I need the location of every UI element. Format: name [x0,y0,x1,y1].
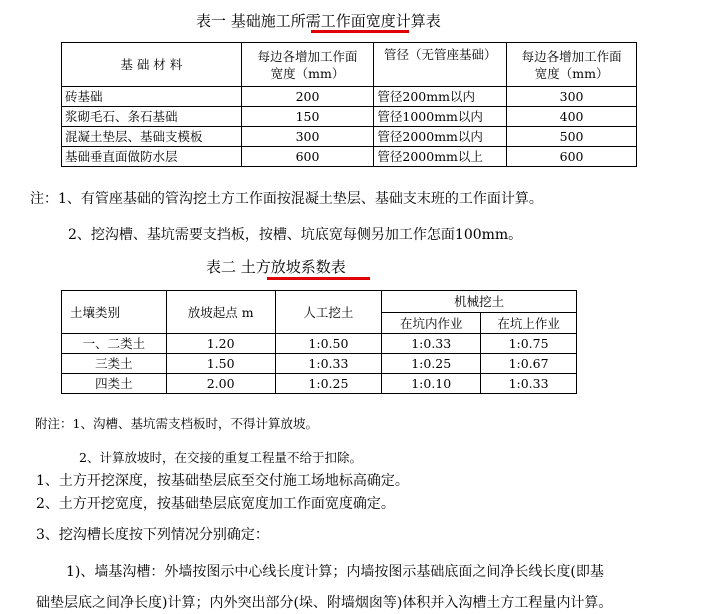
table-row [62,107,637,127]
table-row [62,334,577,354]
table-cell: 300 [507,87,637,107]
table-cell: 浆砌毛石、条石基础 [62,107,242,127]
paragraph: 1)、墙基沟槽：外墙按图示中心线长度计算；内墙按图示基础底面之间净长线长度(即基 [66,564,604,580]
table-header-cell: 在坑内作业 [382,313,481,334]
note1-line2: 2、挖沟槽、基坑需要支挡板，按槽、坑底宽每侧另加工作怎面100mm。 [68,227,523,243]
table-cell: 1:0.75 [481,334,577,354]
paragraph: 2、土方开挖宽度，按基础垫层底宽度加工作面宽度确定。 [36,496,395,512]
table-cell: 管径2000mm以上 [374,147,507,167]
header-line: 宽度（mm） [270,65,345,81]
table-cell: 管径1000mm以内 [374,107,507,127]
table-cell: 混凝土垫层、基础支模板 [62,127,242,147]
table-header-cell: 机械挖土 [382,291,577,313]
table1-title: 表一 基础施工所需工作面宽度计算表 [196,12,441,30]
table-cell: 1.20 [166,334,275,354]
header-line: 每边各增加工作面 [257,48,358,64]
table-row [62,127,637,147]
table-cell: 三类土 [62,354,167,374]
table-cell: 600 [241,147,374,167]
table-row [62,87,637,107]
table-cell: 1:0.25 [275,374,382,394]
table-cell: 1:0.67 [481,354,577,374]
table-cell: 300 [241,127,374,147]
paragraph: 1、土方开挖深度，按基础垫层底至交付施工场地标高确定。 [36,473,409,489]
table-cell: 四类土 [62,374,167,394]
table-row [62,374,577,394]
table-cell: 400 [507,107,637,127]
note1-line1: 注：1、有管座基础的管沟挖土方工作面按混凝土垫层、基础支末班的工作面计算。 [30,191,543,207]
table2-title: 表二 土方放坡系数表 [206,258,346,276]
note2-line1: 附注：1、沟槽、基坑需支档板时，不得计算放坡。 [35,416,318,431]
table-cell: 砖基础 [62,87,242,107]
table-cell: 1:0.33 [382,334,481,354]
table-cell: 1:0.33 [275,354,382,374]
table-cell: 1:0.50 [275,334,382,354]
table-cell: 200 [241,87,374,107]
table-cell: 2.00 [166,374,275,394]
table-header-cell: 放坡起点 m [166,291,275,334]
table1 [61,42,637,167]
table-cell: 500 [507,127,637,147]
table-cell: 150 [241,107,374,127]
title-underline [267,277,370,280]
table-cell: 一、二类土 [62,334,167,354]
table-cell: 基础垂直面做防水层 [62,147,242,167]
table-cell: 管径200mm以内 [374,87,507,107]
table-header-cell: 人工挖土 [275,291,382,334]
paragraph: 3、挖沟槽长度按下列情况分别确定： [36,527,269,543]
table-header-cell: 管径（无管座基础） [374,43,507,87]
table-header-cell: 基 础 材 料 [62,43,242,87]
table-cell: 管径2000mm以内 [374,127,507,147]
table-cell: 1:0.33 [481,374,577,394]
table-row [62,354,577,374]
table-header-row [62,43,637,87]
header-line: 宽度（mm） [534,65,609,81]
table-header-cell: 在坑上作业 [481,313,577,334]
table-cell: 600 [507,147,637,167]
table-cell: 1.50 [166,354,275,374]
table-header-cell [241,43,374,87]
paragraph: 础垫层底之间净长度)计算；内外突出部分(垛、附墙烟囱等)体积并入沟槽土方工程量内计算。 [36,595,613,611]
title-underline [311,30,409,33]
header-line: 每边各增加工作面 [521,48,622,64]
table-header-row [62,291,577,313]
note2-line2: 2、计算放坡时，在交接的重复工程量不给于扣除。 [79,450,362,465]
table-header-cell [507,43,637,87]
table-header-cell: 土壤类别 [62,291,167,334]
table-cell: 1:0.25 [382,354,481,374]
table-row [62,147,637,167]
table2 [61,290,577,394]
table-cell: 1:0.10 [382,374,481,394]
